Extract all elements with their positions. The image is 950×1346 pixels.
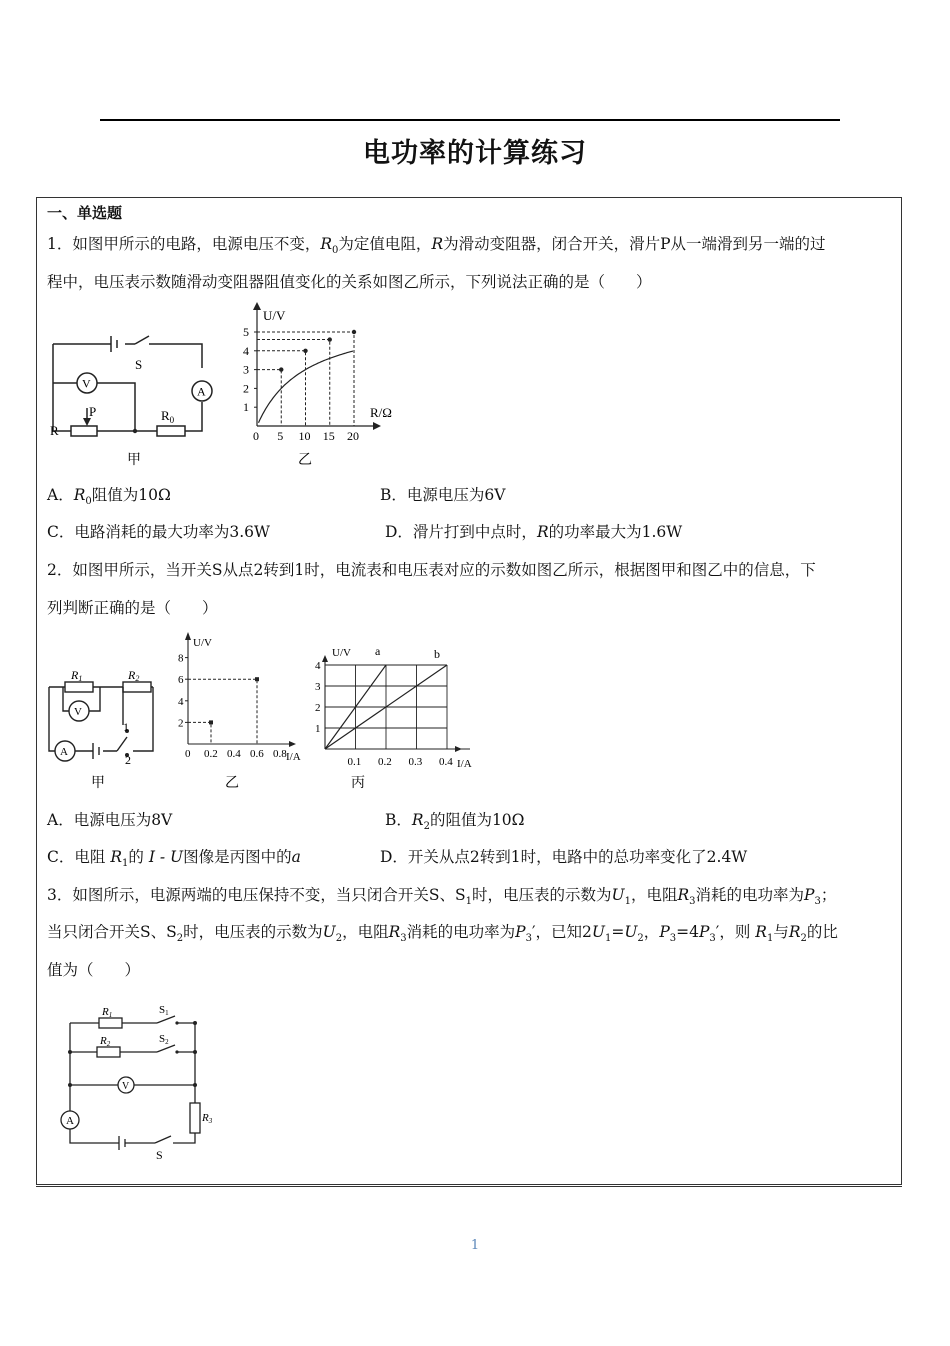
q1-guide [257,340,330,426]
q2-voltmeter-label: V [74,706,82,718]
q2-yi-ytick-label: 6 [178,674,184,687]
q2-yi-ylabel: U/V [193,637,212,649]
q1-option-c[interactable]: C．电路消耗的最大功率为3.6W [47,523,270,541]
q2-bing-x-arrow [455,746,462,752]
q2-yi-xtick-label: 0.6 [250,748,264,760]
q2-caption-jia: 甲 [91,776,105,791]
q1-ytick-label: 4 [243,343,249,358]
svg-text:R2: R2 [128,668,140,683]
q2-bing-ytick-label: 3 [315,681,321,693]
frame-bottom-rule [36,1186,902,1187]
q2-yi-guide [188,722,211,744]
q1-ammeter-label: A [197,384,206,399]
q2-bing-xtick-label: 0.3 [408,756,423,768]
q1-xlabel: R/Ω [370,405,392,420]
q2-yi-xtick-label: 0.8 [273,748,287,760]
q2-yi-ytick-label: 4 [178,695,184,708]
q3-voltmeter-label: V [122,1081,130,1092]
q1-caption-jia: 甲 [127,453,141,468]
q2-bing-xlabel: I/A [457,758,472,770]
q2-bing-y-arrow [322,655,328,662]
q3-line-2: 当只闭合开关S、$S_2$时，电压表的示数为$U_2$，电阻$R_3$消耗的电功率为$P_3'$，已知$2U_1=U_2$，$P_3=4P_3'$，则 $R_1$与$R_2$的比 [47,923,838,945]
q1-ytick-label: 3 [243,362,249,377]
svg-text:R3: R3 [202,1112,213,1125]
q1-ytick-label: 5 [243,325,249,339]
q3-figure [45,997,227,1173]
q1-switch-label: S [135,357,143,372]
q2-bing-xtick-label: 0.4 [439,756,453,768]
q1-point [303,349,307,353]
header-rule [100,119,840,121]
q1-xtick-label: 10 [298,429,311,443]
q1-xtick-label: 5 [277,429,284,443]
q2-yi-point [209,720,213,724]
q1-option-a[interactable]: A．$R_0$阻值为10Ω [47,486,171,508]
q2-line-2: 列判断正确的是（ ） [47,599,218,617]
q2-bing-xtick-label: 0.2 [378,756,392,768]
q3-line-3: 值为（ ） [47,961,141,979]
q1-line-2: 程中，电压表示数随滑动变阻器阻值变化的关系如图乙所示，下列说法正确的是（ ） [47,273,652,291]
q1-xtick-label: 20 [347,429,359,443]
q1-voltmeter-label: V [82,376,91,391]
q2-yi-ytick-label: 8 [178,652,184,665]
q2-bing-ytick-label: 1 [315,723,321,735]
q1-ylabel: U/V [263,308,286,323]
q2-yi-guide [188,679,257,744]
page-number: 1 [470,1238,480,1253]
q2-yi-xlabel: I/A [286,751,301,763]
svg-text:R1: R1 [102,1006,113,1019]
q1-line-1: 1．如图甲所示的电路，电源电压不变，$R_0$为定值电阻，R为滑动变阻器，闭合开关，滑片P从一端滑到另一端的过 [47,235,826,257]
q1-ytick-label: 1 [243,400,249,415]
q1-slider-label: P [89,404,97,419]
q1-point [352,330,356,334]
q1-option-d[interactable]: D．滑片打到中点时，R的功率最大为1.6W [385,523,683,541]
q1-rheostat-label: R [50,423,59,438]
q2-caption-yi: 乙 [225,776,239,791]
q2-yi-xtick-label: 0.4 [227,748,241,760]
q1-r0-label: $R_0$ [161,408,175,425]
q2-point-2: 2 [125,753,131,767]
q1-option-b[interactable]: B．电源电压为6V [380,486,506,504]
svg-text:R1: R1 [71,668,83,683]
q2-yi-xtick-label: 0 [185,748,191,760]
section-heading: 一、单选题 [47,204,123,222]
q1-point [328,337,332,341]
q2-yi-ytick-label: 2 [178,717,184,730]
q2-bing-series-b: b [434,647,440,661]
q2-figure [45,627,480,793]
q2-point-1: 1 [123,720,129,734]
q1-figure [45,298,402,470]
q2-option-b[interactable]: B．$R_2$的阻值为10Ω [385,811,525,833]
q3-ammeter-label: A [66,1115,74,1127]
page-title: 电功率的计算练习 [363,138,587,169]
q2-option-d[interactable]: D．开关从点2转到1时，电路中的总功率变化了2.4W [380,848,748,866]
q2-bing-xtick-label: 0.1 [347,756,362,768]
q1-point [279,367,283,371]
q2-bing-series-a: a [375,644,381,658]
q1-xtick-label: 0 [253,429,259,443]
q2-caption-bing: 丙 [351,776,365,791]
q2-bing-ytick-label: 4 [315,660,321,672]
svg-text:R2: R2 [100,1035,111,1048]
q1-xtick-label: 15 [322,429,335,443]
q1-ytick-label: 2 [243,381,249,396]
q2-line-1: 2．如图甲所示，当开关S从点2转到1时，电流表和电压表对应的示数如图乙所示，根据图甲和图乙中的信息，下 [47,561,816,579]
q3-line-1: 3．如图所示，电源两端的电压保持不变，当只闭合开关S、$S_1$时，电压表的示数为$U_1$，电阻$R_3$消耗的电功率为$P_3$； [47,886,837,908]
svg-text:S1: S1 [159,1004,169,1017]
q2-yi-point [255,677,259,681]
q2-bing-ytick-label: 2 [315,702,321,714]
svg-text:S2: S2 [159,1033,169,1046]
q3-switch-label: S [156,1148,163,1162]
q2-ammeter-label: A [60,746,68,758]
q1-caption-yi: 乙 [298,453,312,468]
q2-bing-ylabel: U/V [332,647,351,659]
q2-option-a[interactable]: A．电源电压为8V [47,811,173,829]
q2-option-c[interactable]: C．电阻 $R_1$的 I - U图像是丙图中的a [47,848,301,870]
q2-yi-xtick-label: 0.2 [204,748,218,760]
q1-curve [259,351,354,423]
